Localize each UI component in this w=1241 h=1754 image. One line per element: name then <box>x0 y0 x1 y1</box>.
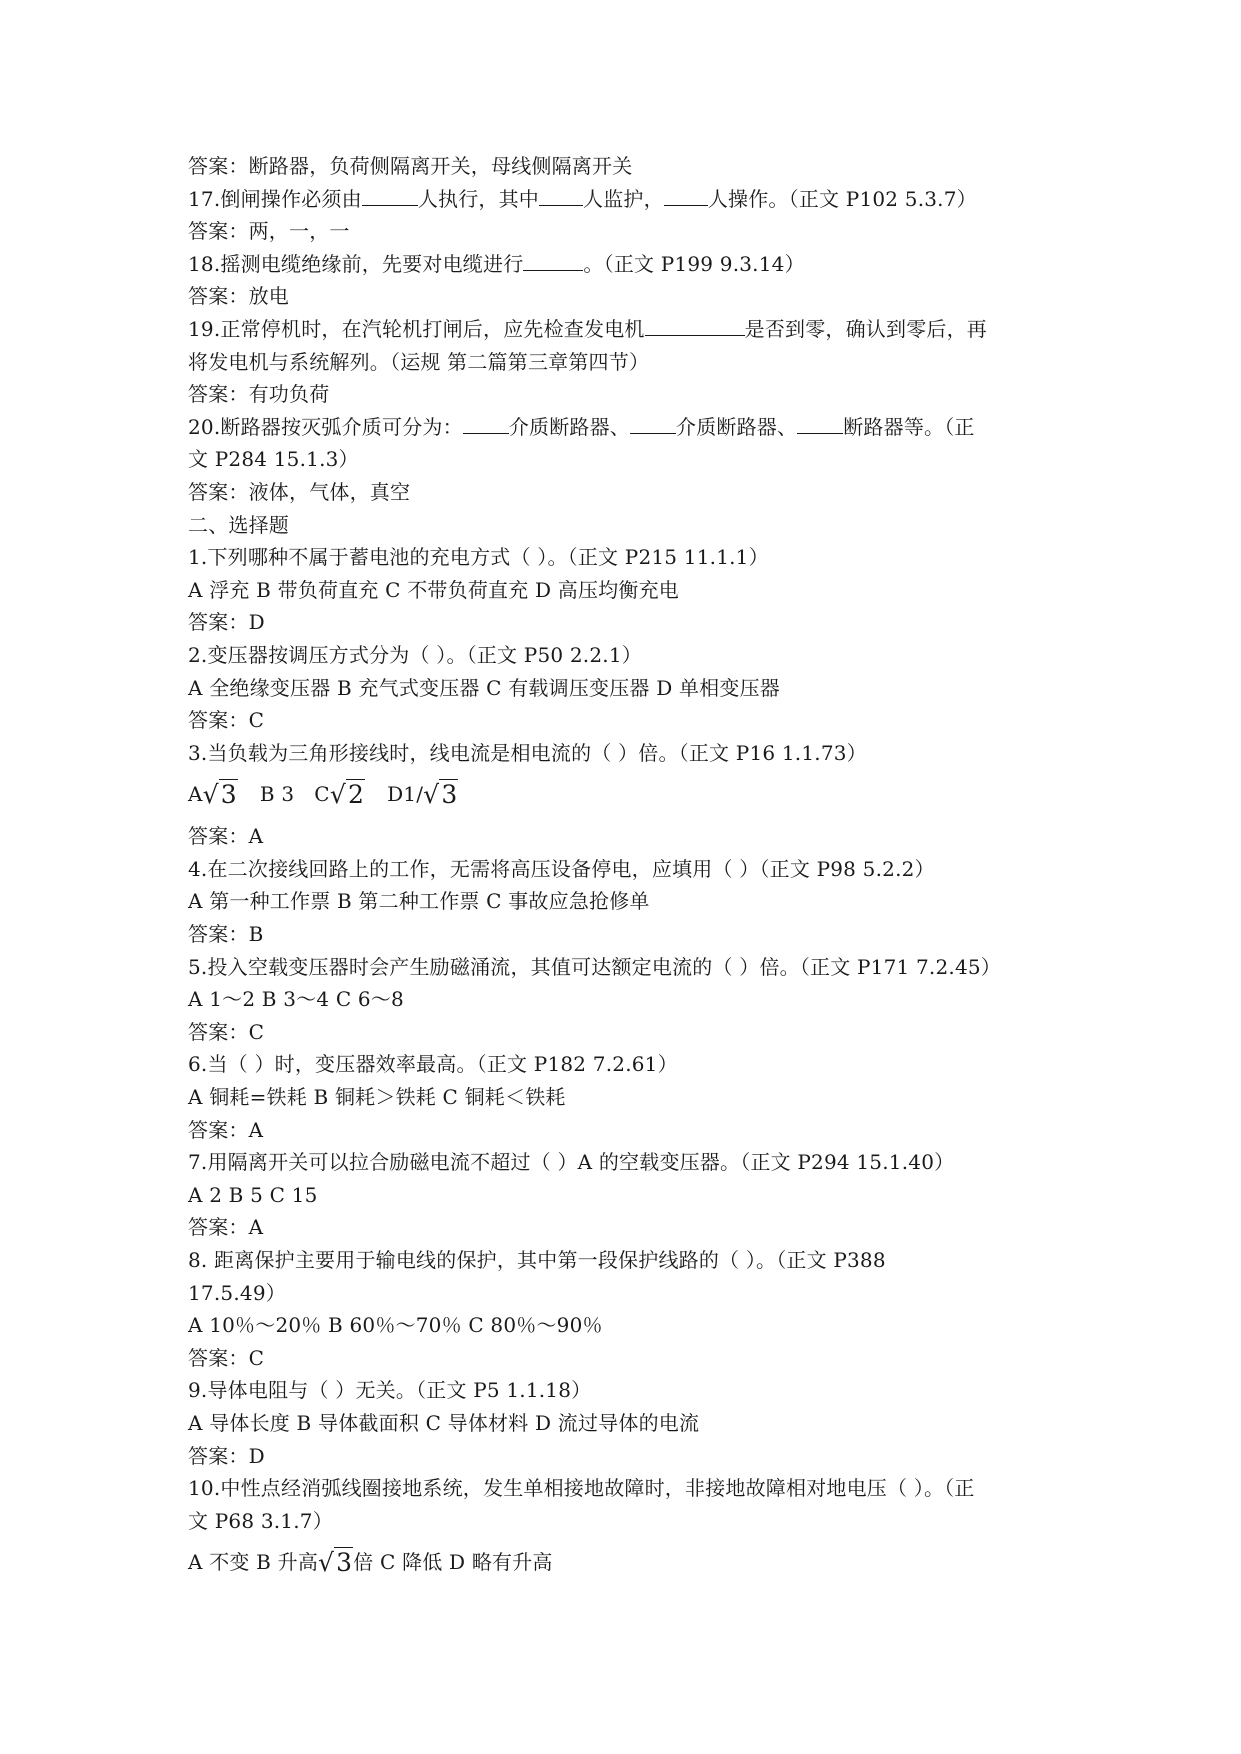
answer-17: 答案：两，一，一 <box>188 219 350 244</box>
mc-question-10-cont: 文 P68 3.1.7） <box>188 1508 333 1533</box>
mc-answer-8: 答案：C <box>188 1345 265 1370</box>
question-19-cont: 将发电机与系统解列。（运规 第二篇第三章第四节） <box>188 349 650 374</box>
sqrt-symbol: √3 <box>423 780 458 810</box>
answer-blank <box>463 412 509 434</box>
question-17-text: 17.倒闸操作必须由 <box>188 186 362 211</box>
answer-18: 答案：放电 <box>188 284 289 309</box>
mc-answer-5: 答案：C <box>188 1019 265 1044</box>
question-20-text: 断路器等。（正 <box>843 414 975 439</box>
answer-16: 答案：断路器，负荷侧隔离开关，母线侧隔离开关 <box>188 154 633 178</box>
mc-answer-7: 答案：A <box>188 1215 264 1240</box>
mc-options-3 <box>188 769 1068 820</box>
question-20 <box>188 411 1068 444</box>
question-19 <box>188 313 1068 346</box>
answer-blank <box>645 314 745 336</box>
mc-answer-4: 答案：B <box>188 922 264 947</box>
question-18 <box>188 248 1068 281</box>
mc-answer-6: 答案：A <box>188 1117 264 1142</box>
answer-blank <box>362 184 418 206</box>
sqrt-symbol: √2 <box>329 780 365 810</box>
answer-blank <box>797 412 843 434</box>
mc-options-7: A 2 B 5 C 15 <box>188 1182 318 1207</box>
mc-question-3: 3.当负载为三角形接线时，线电流是相电流的（ ）倍。（正文 P16 1.1.73） <box>188 740 867 765</box>
mc-answer-1: 答案：D <box>188 610 265 635</box>
answer-blank <box>630 412 676 434</box>
mc-answer-2: 答案：C <box>188 708 265 733</box>
question-20-cont: 文 P284 15.1.3） <box>188 447 359 472</box>
mc-options-4: A 第一种工作票 B 第二种工作票 C 事故应急抢修单 <box>188 889 650 914</box>
question-17 <box>188 183 1068 216</box>
mc-options-6: A 铜耗=铁耗 B 铜耗＞铁耗 C 铜耗＜铁耗 <box>188 1085 566 1110</box>
radicand: 3 <box>220 780 237 810</box>
question-20-text: 20.断路器按灭弧介质可分为： <box>188 414 463 439</box>
sqrt-symbol: √3 <box>202 780 237 810</box>
document-page <box>188 150 1068 1588</box>
mc-question-5: 5.投入空载变压器时会产生励磁涌流，其值可达额定电流的（ ）倍。（正文 P171 7.2.45） <box>188 954 1001 979</box>
mc-question-7: 7.用隔离开关可以拉合励磁电流不超过（ ）A 的空载变压器。（正文 P294 15.1.40） <box>188 1150 955 1175</box>
option-text: A 不变 B 升高 <box>188 1550 319 1575</box>
mc-question-9: 9.导体电阻与（ ）无关。（正文 P5 1.1.18） <box>188 1378 592 1403</box>
answer-blank <box>664 184 708 206</box>
option-text: 倍 C 降低 D 略有升高 <box>353 1550 553 1575</box>
question-19-text: 19.正常停机时，在汽轮机打闸后，应先检查发电机 <box>188 316 645 341</box>
mc-question-8-cont: 17.5.49） <box>188 1280 286 1305</box>
question-18-text: 18.摇测电缆绝缘前，先要对电缆进行 <box>188 251 524 276</box>
option-a-label: A <box>188 782 203 807</box>
question-20-text: 介质断路器、 <box>676 414 798 439</box>
mc-options-1: A 浮充 B 带负荷直充 C 不带负荷直充 D 高压均衡充电 <box>188 577 679 602</box>
mc-question-4: 4.在二次接线回路上的工作，无需将高压设备停电，应填用（ ）（正文 P98 5.2.2） <box>188 856 935 881</box>
question-17-text: 人执行，其中 <box>417 186 540 211</box>
question-19-text: 是否到零，确认到零后，再 <box>744 316 988 341</box>
answer-20: 答案：液体，气体，真空 <box>188 479 411 504</box>
answer-blank <box>523 249 583 271</box>
mc-question-1: 1.下列哪种不属于蓄电池的充电方式（ ）。（正文 P215 11.1.1） <box>188 545 769 570</box>
mc-options-9: A 导体长度 B 导体截面积 C 导体材料 D 流过导体的电流 <box>188 1410 700 1435</box>
question-17-text: 人监护， <box>583 186 664 211</box>
section-heading-multiple-choice: 二、选择题 <box>188 512 289 537</box>
option-d-label: D1/ <box>387 782 424 807</box>
question-18-text: 。（正文 P199 9.3.14） <box>583 251 805 276</box>
radicand: 2 <box>347 780 365 810</box>
question-17-text: 人操作。（正文 P102 5.3.7） <box>707 186 977 211</box>
answer-blank <box>539 184 583 206</box>
mc-options-5: A 1～2 B 3～4 C 6～8 <box>188 987 404 1012</box>
mc-answer-3: 答案：A <box>188 824 264 849</box>
answer-19: 答案：有功负荷 <box>188 382 330 407</box>
radicand: 3 <box>336 1548 353 1578</box>
option-c-label: C <box>314 782 330 807</box>
mc-options-8: A 10％～20％ B 60％～70％ C 80％～90％ <box>188 1313 603 1338</box>
mc-answer-9: 答案：D <box>188 1443 265 1468</box>
sqrt-symbol: √3 <box>318 1548 353 1578</box>
option-b-label: B 3 <box>259 782 295 807</box>
mc-question-10: 10.中性点经消弧线圈接地系统，发生单相接地故障时，非接地故障相对地电压（ ）。（正 <box>188 1476 975 1501</box>
mc-options-10 <box>188 1537 1068 1588</box>
radicand: 3 <box>441 780 458 810</box>
mc-question-6: 6.当（ ）时，变压器效率最高。（正文 P182 7.2.61） <box>188 1052 678 1077</box>
question-20-text: 介质断路器、 <box>508 414 631 439</box>
mc-options-2: A 全绝缘变压器 B 充气式变压器 C 有载调压变压器 D 单相变压器 <box>188 675 780 700</box>
mc-question-2: 2.变压器按调压方式分为（ ）。（正文 P50 2.2.1） <box>188 642 642 667</box>
mc-question-8: 8. 距离保护主要用于输电线的保护，其中第一段保护线路的（ ）。（正文 P388 <box>188 1248 886 1272</box>
